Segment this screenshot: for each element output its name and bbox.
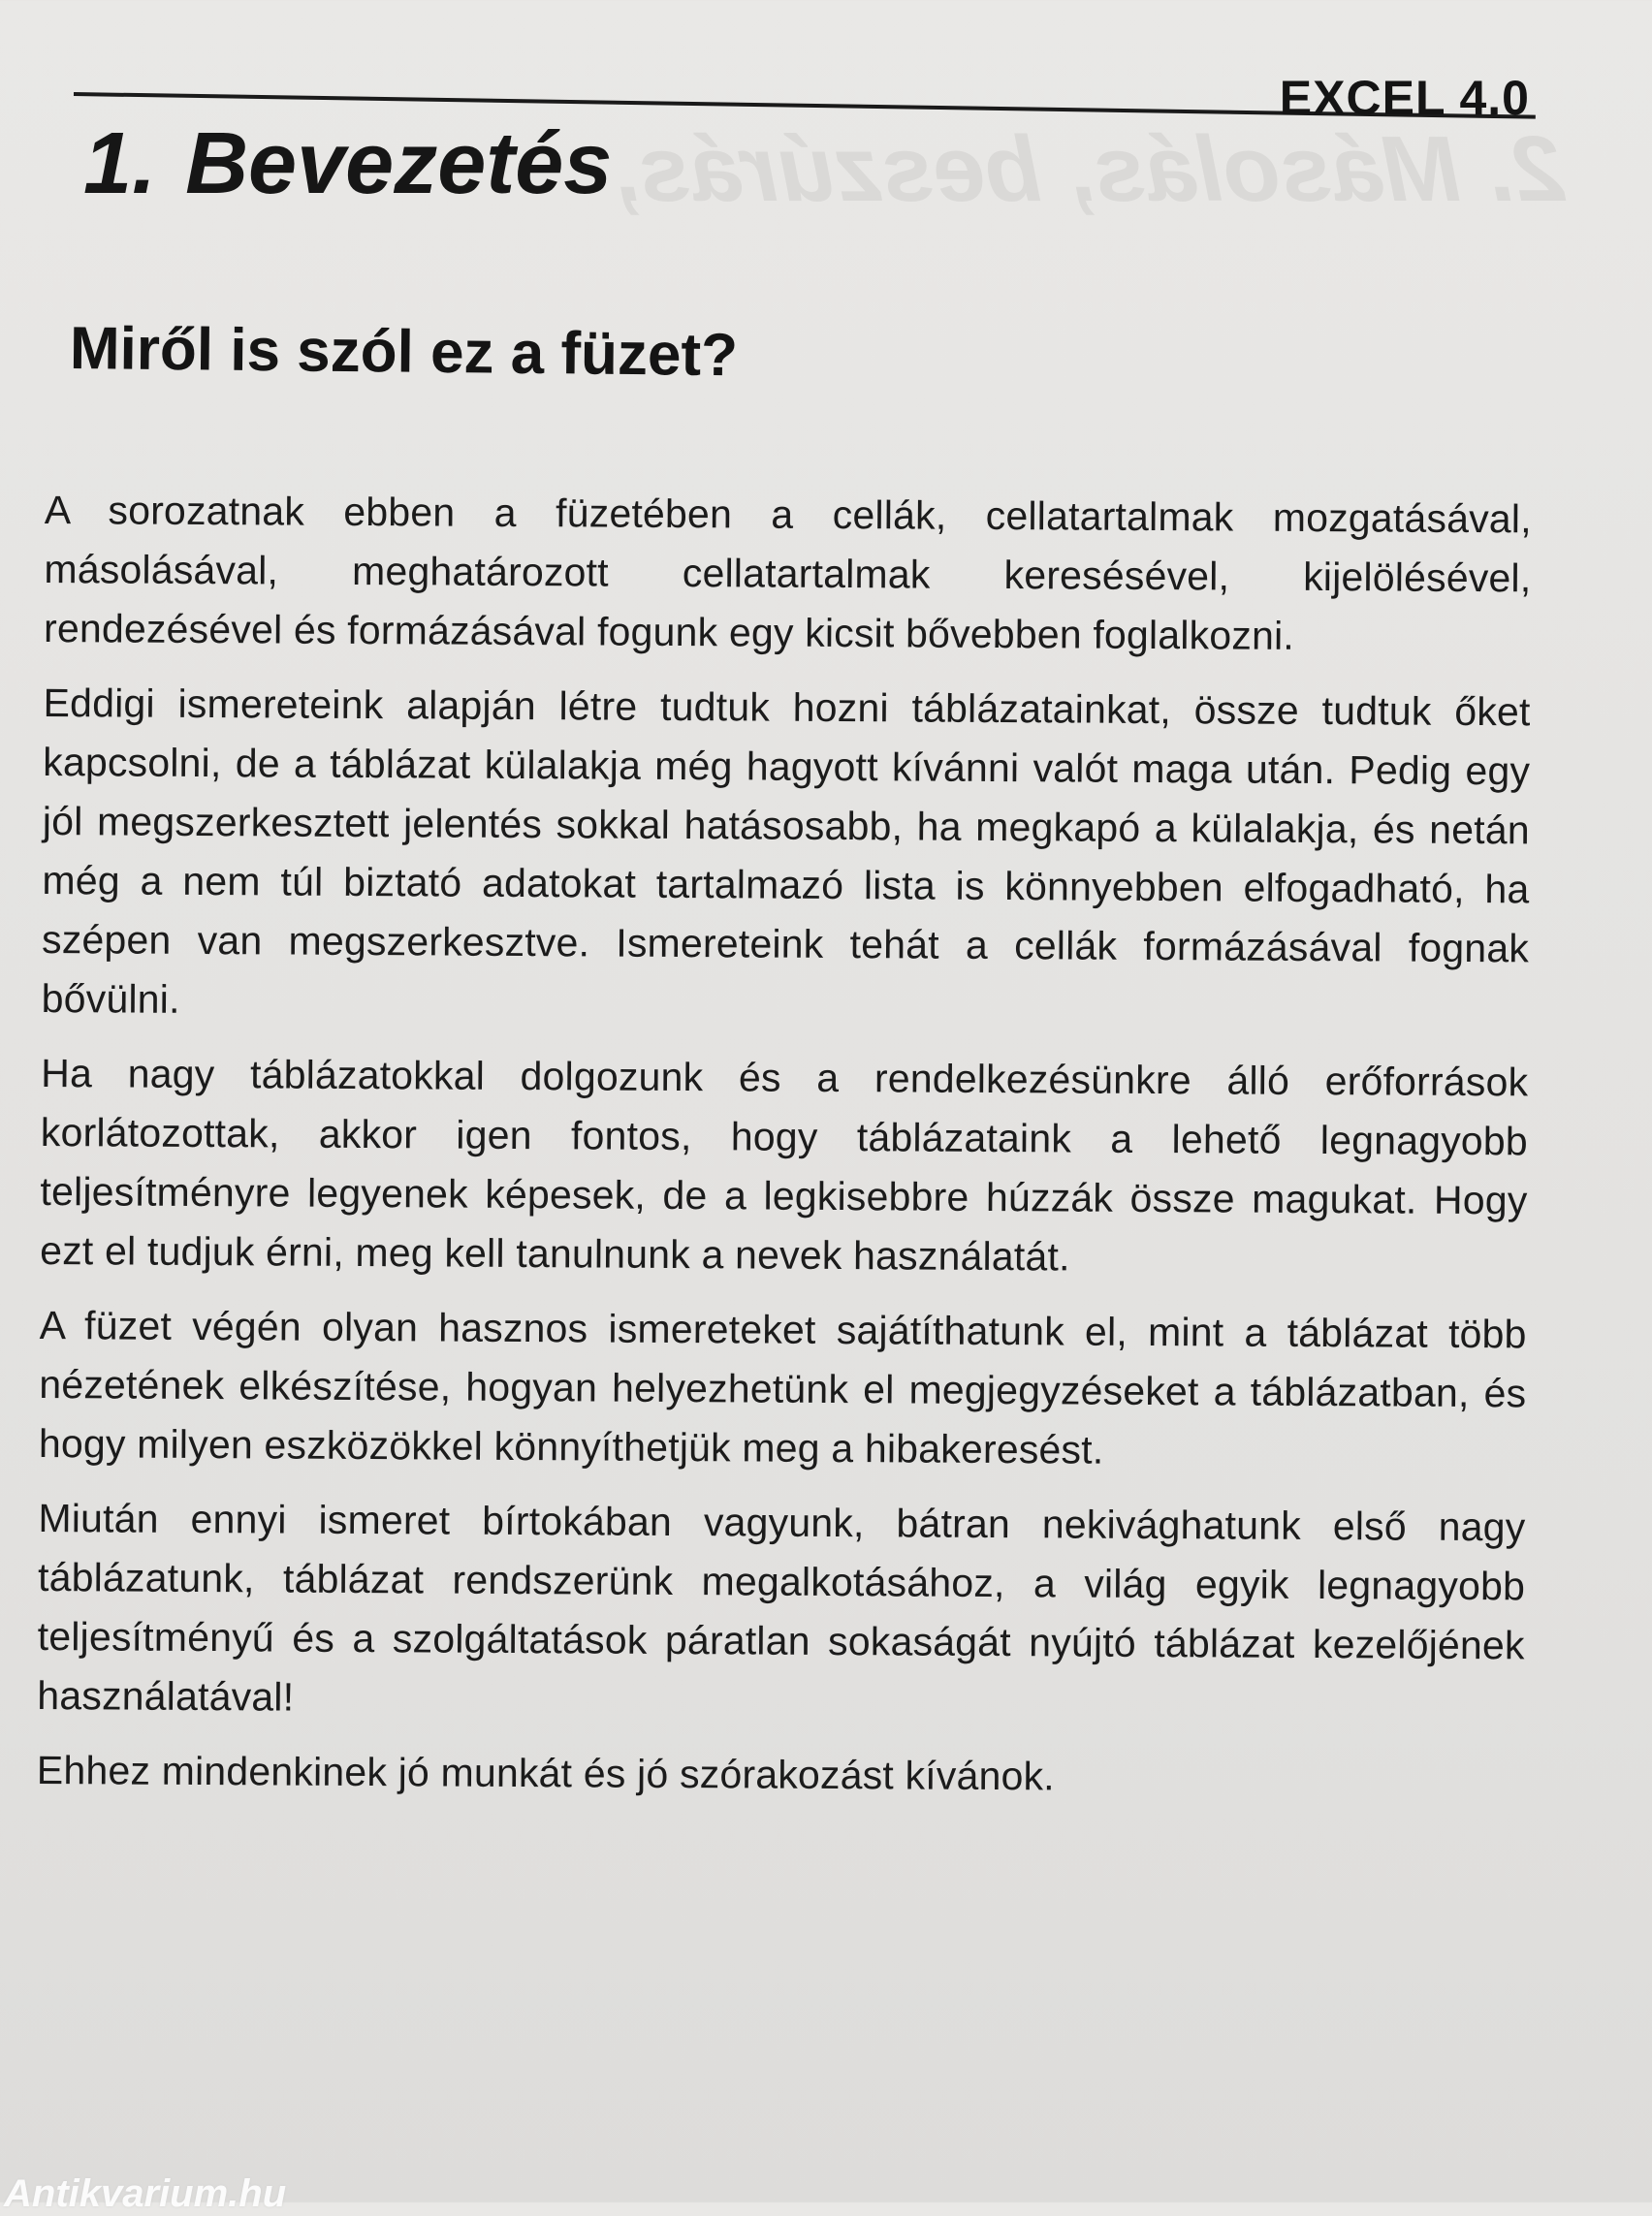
chapter-number: 1. (83, 115, 157, 212)
paragraph-3: Ha nagy táblázatokkal dolgozunk és a rendelkezésünkre álló erőforrások korlátozottak, akkor igen fontos, hogy táblázataink a lehető legnagyobb teljesítményre legyenek képesek, de a legkisebbre húzzák össze magukat. Hogy ezt el tudjuk érni, meg kell tanulnunk a nevek használatát. (40, 1050, 1529, 1280)
paragraph-5: Miután ennyi ismeret bírtokában vagyunk, bátran nekivághatunk első nagy táblázatunk, táblázat rendszerünk megalkotásához, a világ egyik legnagyobb teljesítményű és a szolgáltatások páratlan sokaságát nyújtó táblázat kezelőjének használatával! (37, 1495, 1526, 1720)
watermark: Antikvarium.hu (4, 2172, 287, 2215)
paragraph-2: Eddigi ismereteink alapján létre tudtuk hozni táblázatainkat, össze tudtuk őket kapcsolni, de a táblázat külalakja még hagyott kívánni valót maga után. Pedig egy jól megszerkesztett jelentés sokkal hatásosabb, ha megkapó a külalakja, és netán még a nem túl biztató adatokat tartalmazó lista is könnyebben elfogadható, ha szépen van megszerkesztve. Ismereteink tehát a cellák formázásával fognak bővülni. (41, 680, 1531, 1022)
section-title: Miről is szól ez a füzet? (69, 315, 739, 390)
chapter-title (83, 114, 612, 214)
body-text (37, 481, 1532, 1824)
running-header: EXCEL 4.0 (1279, 71, 1530, 125)
paragraph-4: A füzet végén olyan hasznos ismereteket sajátíthatunk el, mint a táblázat több nézetének elkészítése, hogyan helyezhetünk el megjegyzéseket a táblázatban, és hogy milyen eszközökkel könnyíthetjük meg a hibakeresést. (38, 1302, 1527, 1472)
show-through-text: 2. Másolás, beszúrás, (613, 117, 1565, 221)
paragraph-1: A sorozatnak ebben a füzetében a cellák, cellatartalmak mozgatásával, másolásával, meghatározott cellatartalmak keresésével, kijelölésével, rendezésével és formázásával fogunk egy kicsit bővebben foglalkozni. (43, 487, 1532, 658)
chapter-title-text: Bevezetés (185, 115, 613, 212)
paragraph-6: Ehhez mindenkinek jó munkát és jó szórakozást kívánok. (36, 1747, 1055, 1799)
